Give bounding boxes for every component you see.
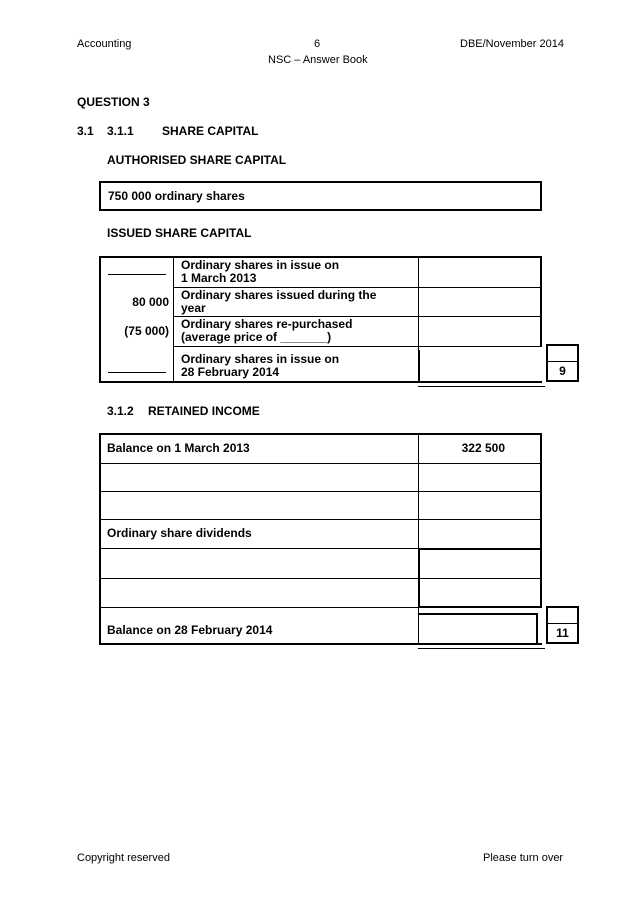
retained-row1-label: Balance on 1 March 2013 xyxy=(107,441,250,455)
retained-row7-label: Balance on 28 February 2014 xyxy=(107,623,273,637)
issued-heading: ISSUED SHARE CAPITAL xyxy=(107,226,252,240)
authorised-row: 750 000 ordinary shares xyxy=(108,189,245,203)
issued-row2-desc2: year xyxy=(181,301,206,315)
footer-copyright: Copyright reserved xyxy=(77,852,170,864)
retained-row1-value: 322 500 xyxy=(461,441,505,455)
header-subject: Accounting xyxy=(77,38,132,50)
issued-row2-desc1: Ordinary shares issued during the xyxy=(181,288,377,302)
issued-marks-box xyxy=(546,344,579,382)
issued-row2-amount: 80 000 xyxy=(132,295,169,309)
header-subtitle: NSC – Answer Book xyxy=(268,54,368,66)
issued-row3-amount: (75 000) xyxy=(124,324,169,338)
issued-row1-desc1: Ordinary shares in issue on xyxy=(181,258,340,272)
header-page-number: 6 xyxy=(314,38,321,50)
authorised-heading: AUTHORISED SHARE CAPITAL xyxy=(107,153,287,167)
authorised-box xyxy=(99,181,542,211)
question-title: QUESTION 3 xyxy=(77,95,150,109)
issued-row1-desc2: 1 March 2013 xyxy=(181,271,257,285)
header-board: DBE/November 2014 xyxy=(460,38,564,50)
issued-marks: 9 xyxy=(559,364,566,378)
issued-row3-desc1: Ordinary shares re-purchased xyxy=(181,317,353,331)
question-sub-number: 3.1 xyxy=(77,124,94,138)
issued-row3-desc2: (average price of _______) xyxy=(181,330,332,344)
retained-marks-box xyxy=(546,606,579,644)
footer-turn-over: Please turn over xyxy=(483,852,564,864)
section-title: SHARE CAPITAL xyxy=(162,124,259,138)
retained-heading-number: 3.1.2 xyxy=(107,404,134,418)
issued-row4-desc2: 28 February 2014 xyxy=(181,365,280,379)
retained-marks: 11 xyxy=(556,626,569,640)
issued-row4-desc1: Ordinary shares in issue on xyxy=(181,352,340,366)
question-subsub-number: 3.1.1 xyxy=(107,124,134,138)
retained-heading: RETAINED INCOME xyxy=(148,404,260,418)
retained-row4-label: Ordinary share dividends xyxy=(107,526,252,540)
